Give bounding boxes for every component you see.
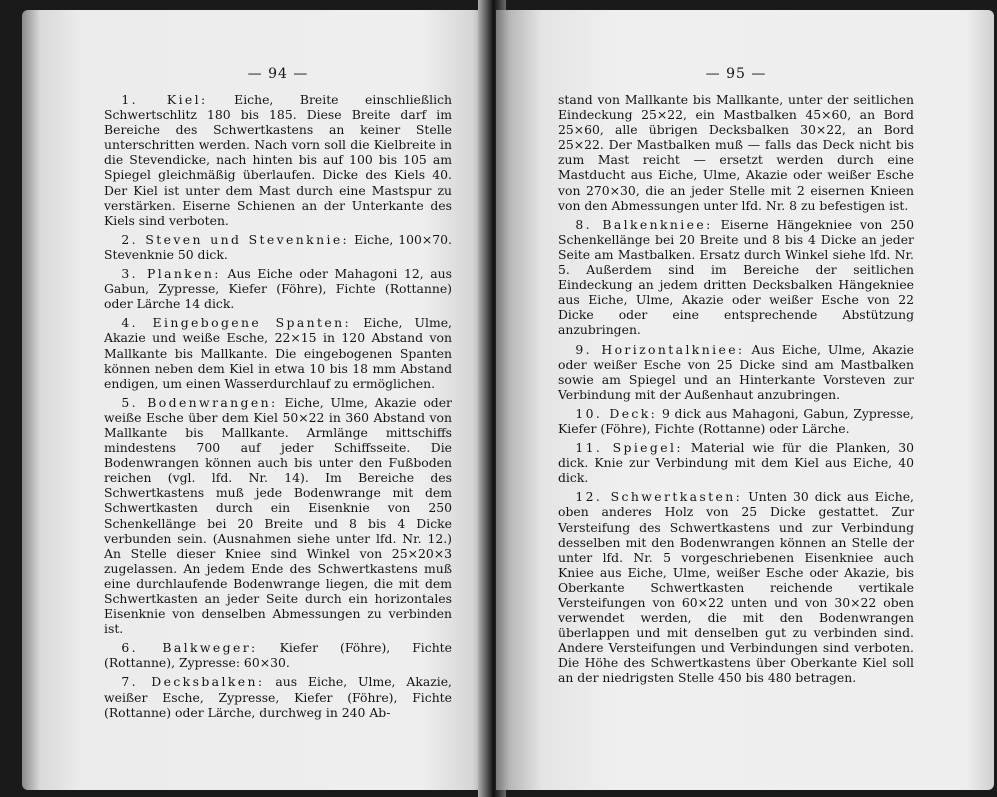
paragraph-continuation: stand von Mallkante bis Mallkante, unter der seitlichen Eindeckung 25×22, ein Mastbalken 45×60, an Bord 25×60, alle übrigen Decksbalken 30×22, an Bord 25×22. Der Mastbalken muß — falls das Deck nicht bis zum Mast reicht — ersetzt werden durch eine Mastducht aus Eiche, Ulme, Akazie oder weißer Esche von 270×30, die an jeder Stelle mit 2 eisernen Knieen von den Abmessungen unter lfd. Nr. 8 zu befestigen ist.	[558, 92, 914, 213]
paragraph-kiel	[104, 92, 452, 228]
right-page-text	[558, 92, 914, 686]
heading-planken: 3. Planken:	[121, 266, 221, 282]
page-number-right: — 95 —	[705, 66, 767, 82]
paragraph-spanten	[104, 315, 452, 390]
paragraph-planken	[104, 266, 452, 311]
body-horizontalkniee: Aus Eiche, Ulme, Akazie oder weißer Esche von 25 Dicke sind am Mastbalken sowie am Spiegel und an Hinterkante Vorsteven zur Verbindung mit der Außenhaut anzubringen.	[558, 341, 914, 402]
heading-spiegel: 11. Spiegel:	[575, 440, 683, 456]
body-kiel: Eiche, Breite einschließlich Schwertschlitz 180 bis 185. Diese Breite darf im Bereiche des Schwertkastens an keiner Stelle unterschritten werden. Nach vorn soll die Kielbreite in die Stevendicke, nach hinten bis auf 100 bis 105 am Spiegel gleichmäßig überlaufen. Dicke des Kiels 40. Der Kiel ist unter dem Mast durch eine Mastspur zu verstärken. Eiserne Schienen an der Unterkante des Kiels sind verboten.	[104, 92, 452, 228]
heading-balkweger: 6. Balkweger:	[121, 640, 258, 656]
heading-kiel: 1. Kiel:	[121, 92, 208, 107]
heading-schwertkasten: 12. Schwertkasten:	[575, 489, 743, 505]
body-spanten: Eiche, Ulme, Akazie und weiße Esche, 22×15 in 120 Abstand von Mallkante bis Mallkante. Die eingebogenen Spanten können neben dem Kiel in etwa 10 bis 18 mm Abstand endigen, um einen Wasserdurchlauf zu ermöglichen.	[104, 315, 452, 391]
body-planken: Aus Eiche oder Mahagoni 12, aus Gabun, Zypresse, Kiefer (Föhre), Fichte (Rottanne) oder Lärche 14 dick.	[104, 266, 452, 312]
body-spiegel: Material wie für die Planken, 30 dick. Knie zur Verbindung mit dem Kiel aus Eiche, 40 dick.	[558, 440, 914, 486]
paragraph-deck	[558, 406, 914, 436]
heading-horizontalkniee: 9. Horizontalkniee:	[575, 341, 745, 357]
paragraph-balkenkniee	[558, 217, 914, 338]
heading-balkenkniee: 8. Balkenkniee:	[575, 216, 713, 232]
paragraph-steven	[104, 232, 452, 262]
left-page-text	[104, 92, 452, 720]
page-number-left: — 94 —	[247, 66, 309, 82]
paragraph-balkweger	[104, 640, 452, 670]
right-page	[496, 10, 994, 790]
heading-deck: 10. Deck:	[575, 405, 658, 421]
body-steven: Eiche, 100×70. Stevenknie 50 dick.	[104, 231, 452, 262]
heading-steven: 2. Steven und Stevenknie:	[121, 231, 350, 247]
body-bodenwrangen: Eiche, Ulme, Akazie oder weiße Esche über dem Kiel 50×22 in 360 Abstand von Mallkante bis Mallkante. Armlänge mittschiffs mindestens 700 auf jeder Schiffsseite. Die Bodenwrangen können auch bis unter den Fußboden reichen (vgl. lfd. Nr. 14). Im Bereiche des Schwertkastens muß jede Bodenwrange mit dem Schwertkasten durch ein Eisenknie von 250 Schenkellänge bei 20 Breite und 8 bis 4 Dicke verbunden sein. (Ausnahmen siehe unter lfd. Nr. 12.) An Stelle dieser Kniee sind Winkel von 25×20×3 zugelassen. An jedem Ende des Schwertkastens muß eine durchlaufende Bodenwrange liegen, die mit dem Schwertkasten an jeder Seite durch ein horizontales Eisenknie von denselben Abmessungen zu verbinden ist.	[104, 394, 452, 637]
body-decksbalken: aus Eiche, Ulme, Akazie, weißer Esche, Zypresse, Kiefer (Föhre), Fichte (Rottanne) oder Lärche, durchweg in 240 Ab-	[104, 674, 452, 720]
body-balkweger: Kiefer (Föhre), Fichte (Rottanne), Zypresse: 60×30.	[104, 640, 452, 671]
heading-spanten: 4. Eingebogene Spanten:	[121, 315, 352, 331]
paragraph-schwertkasten	[558, 489, 914, 685]
body-balkenkniee: Eiserne Hängekniee von 250 Schenkellänge bei 20 Breite und 8 bis 4 Dicke an jeder Seite am Mastbalken. Ersatz durch Winkel siehe lfd. Nr. 5. Außerdem sind im Bereiche der seitlichen Eindeckung an jedem dritten Decksbalken Hängekniee aus Eiche, Ulme, Akazie oder weißer Esche von 22 Dicke oder eine entsprechende Abstützung anzubringen.	[558, 216, 914, 338]
body-deck: 9 dick aus Mahagoni, Gabun, Zypresse, Kiefer (Föhre), Fichte (Rottanne) oder Lärche.	[558, 405, 914, 436]
heading-bodenwrangen: 5. Bodenwrangen:	[121, 394, 278, 410]
paragraph-bodenwrangen	[104, 395, 452, 637]
body-schwertkasten: Unten 30 dick aus Eiche, oben anderes Holz von 25 Dicke gestattet. Zur Versteifung des Schwertkastens und zur Verbindung desselben mit den Bodenwrangen können an Stelle der unter lfd. Nr. 5 vorgeschriebenen Eisenkniee auch Kniee aus Eiche, Ulme, weißer Esche oder Akazie, bis Oberkante Schwertkasten reichende vertikale Versteifungen von 60×22 unten und von 30×22 oben verwendet werden, die mit den Bodenwrangen überlappen und mit denselben gut zu verbinden sind. Andere Versteifungen und Verbindungen sind verboten. Die Höhe des Schwertkastens über Oberkante Kiel soll an der niedrigsten Stelle 450 bis 480 betragen.	[558, 489, 914, 686]
paragraph-horizontalkniee	[558, 342, 914, 402]
heading-decksbalken: 7. Decksbalken:	[121, 674, 265, 690]
paragraph-decksbalken	[104, 674, 452, 719]
paragraph-spiegel	[558, 440, 914, 485]
left-page	[22, 10, 488, 790]
